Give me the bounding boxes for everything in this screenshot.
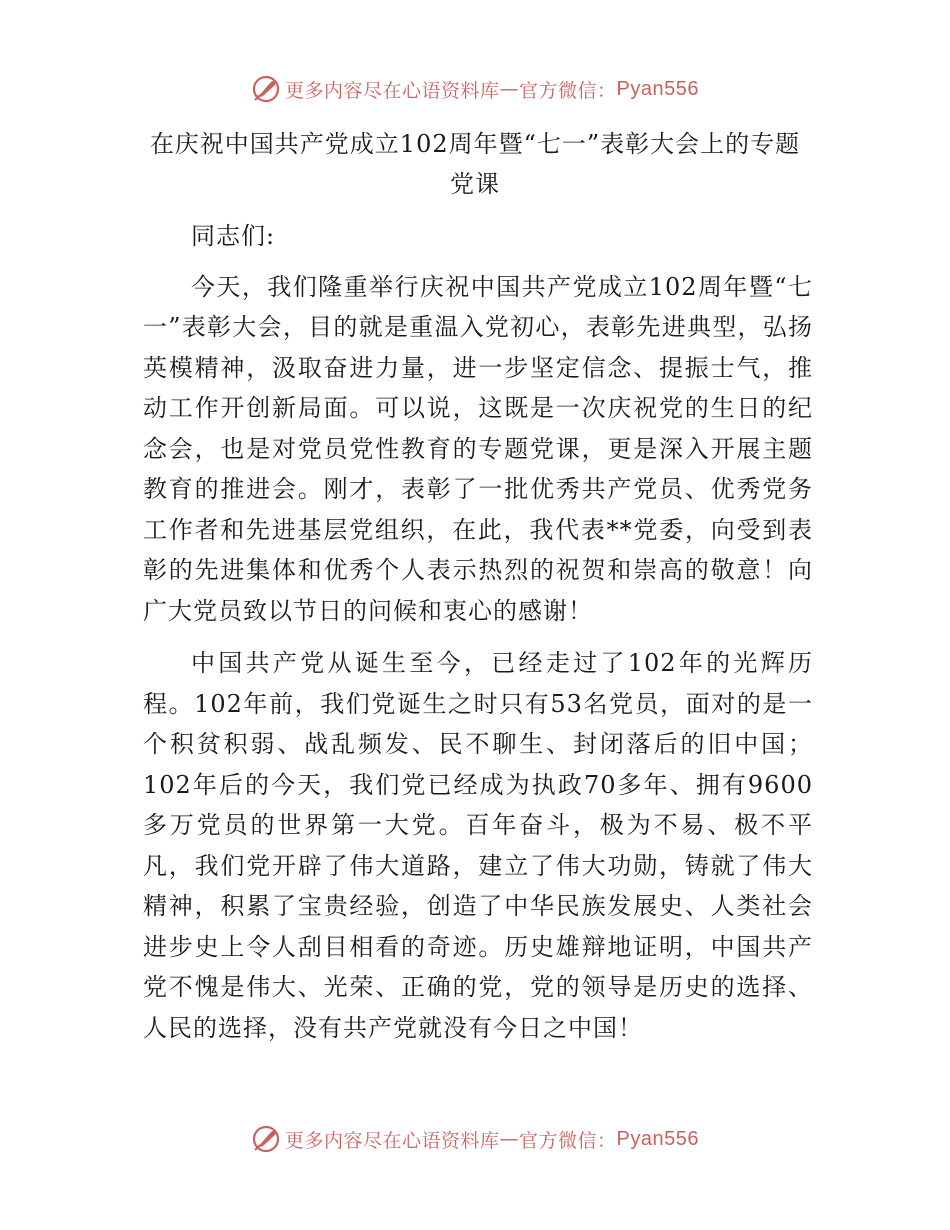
header-watermark	[0, 74, 950, 104]
watermark-separator: —	[499, 1128, 520, 1150]
quill-logo-icon	[251, 74, 281, 104]
paragraph: 今天，我们隆重举行庆祝中国共产党成立102周年暨“七一”表彰大会，目的就是重温入党初心，表彰先进典型，弘扬英模精神，汲取奋进力量，进一步坚定信念、提振士气，推动工作开创新局面。可以说，这既是一次庆祝党的生日的纪念会，也是对党员党性教育的专题党课，更是深入开展主题教育的推进会。刚才，表彰了一批优秀共产党员、优秀党务工作者和先进基层党组织，在此，我代表**党委，向受到表彰的先进集体和优秀个人表示热烈的祝贺和崇高的敬意！向广大党员致以节日的问候和衷心的感谢！	[143, 272, 813, 625]
salutation: 同志们:	[191, 222, 276, 250]
watermark-promo-text: 更多内容尽在心语资料库	[285, 1129, 500, 1152]
quill-logo-icon	[251, 1124, 281, 1154]
watermark-wechat-id: Pyan556	[616, 77, 699, 100]
document-body	[143, 216, 813, 1060]
watermark-official-label: 官方微信：	[519, 1129, 617, 1152]
document-title: 在庆祝中国共产党成立102周年暨“七一”表彰大会上的专题党课	[149, 130, 801, 198]
footer-watermark	[0, 1124, 950, 1154]
watermark-wechat-id: Pyan556	[616, 1127, 699, 1150]
watermark-official-label: 官方微信：	[519, 79, 617, 102]
paragraph: 中国共产党从诞生至今，已经走过了102年的光辉历程。102年前，我们党诞生之时只有53名党员，面对的是一个积贫积弱、战乱频发、民不聊生、封闭落后的旧中国；102年后的今天，我们党已经成为执政70多年、拥有9600多万党员的世界第一大党。百年奋斗，极为不易、极不平凡，我们党开辟了伟大道路，建立了伟大功勋，铸就了伟大精神，积累了宝贵经验，创造了中华民族发展史、人类社会进步史上令人刮目相看的奇迹。历史雄辩地证明，中国共产党不愧是伟大、光荣、正确的党，党的领导是历史的选择、人民的选择，没有共产党就没有今日之中国！	[143, 649, 813, 1042]
watermark-promo-text: 更多内容尽在心语资料库	[285, 79, 500, 102]
watermark-separator: —	[499, 78, 520, 100]
